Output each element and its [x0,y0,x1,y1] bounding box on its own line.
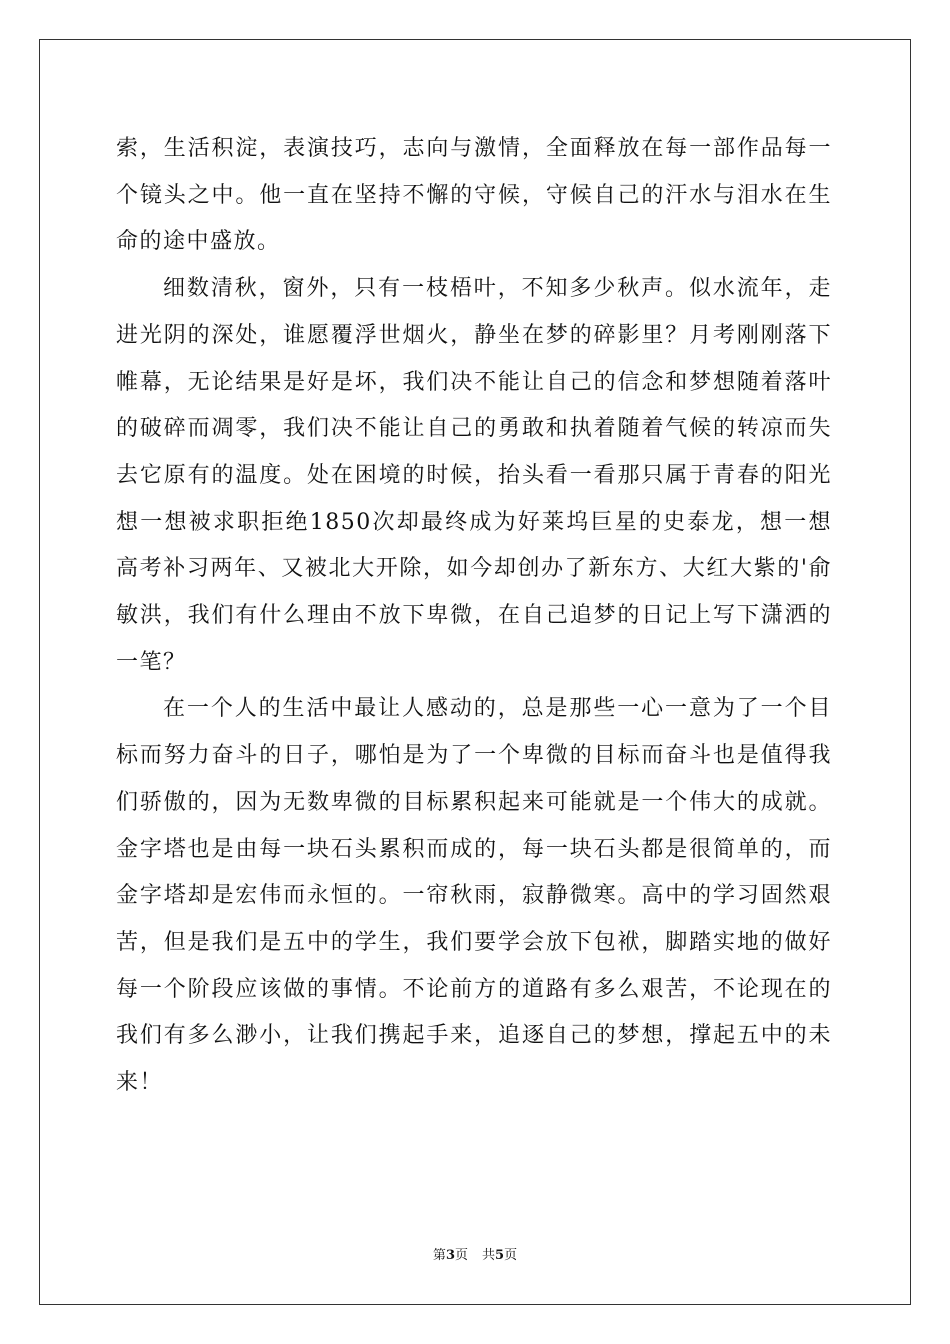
page-total-suffix: 页 [504,1248,518,1263]
page-number-total: 5 [495,1248,505,1263]
paragraph-1: 索，生活积淀，表演技巧，志向与激情，全面释放在每一部作品每一个镜头之中。他一直在坚持不懈的守候，守候自己的汗水与泪水在生命的途中盛放。 [116,136,832,255]
page-number-current: 3 [445,1248,455,1263]
page-number-suffix: 页 [454,1248,468,1263]
document-body [116,126,832,1107]
paragraph-3: 在一个人的生活中最让人感动的，总是那些一心一意为了一个目标而努力奋斗的日子，哪怕是为了一个卑微的目标而奋斗也是值得我们骄傲的，因为无数卑微的目标累积起来可能就是一个伟大的成就。金字塔也是由每一块石头累积而成的，每一块石头都是很简单的，而金字塔却是宏伟而永恒的。一帘秋雨，寂静微寒。高中的学习固然艰苦，但是我们是五中的学生，我们要学会放下包袱，脚踏实地的做好每一个阶段应该做的事情。不论前方的道路有多么艰苦，不论现在的我们有多么渺小，让我们携起手来，追逐自己的梦想，撑起五中的未来！ [116,696,832,1096]
page-total-prefix: 共 [482,1248,496,1263]
page-number-prefix: 第 [432,1248,446,1263]
page-footer [0,1247,950,1265]
paragraph-2: 细数清秋，窗外，只有一枝梧叶，不知多少秋声。似水流年，走进光阴的深处，谁愿覆浮世烟火，静坐在梦的碎影里？月考刚刚落下帷幕，无论结果是好是坏，我们决不能让自己的信念和梦想随着落叶的破碎而凋零，我们决不能让自己的勇敢和执着随着气候的转凉而失去它原有的温度。处在困境的时候，抬头看一看那只属于青春的阳光想一想被求职拒绝1850次却最终成为好莱坞巨星的史泰龙，想一想高考补习两年、又被北大开除，如今却创办了新东方、大红大紫的'俞敏洪，我们有什么理由不放下卑微，在自己追梦的日记上写下潇洒的一笔？ [116,276,832,675]
